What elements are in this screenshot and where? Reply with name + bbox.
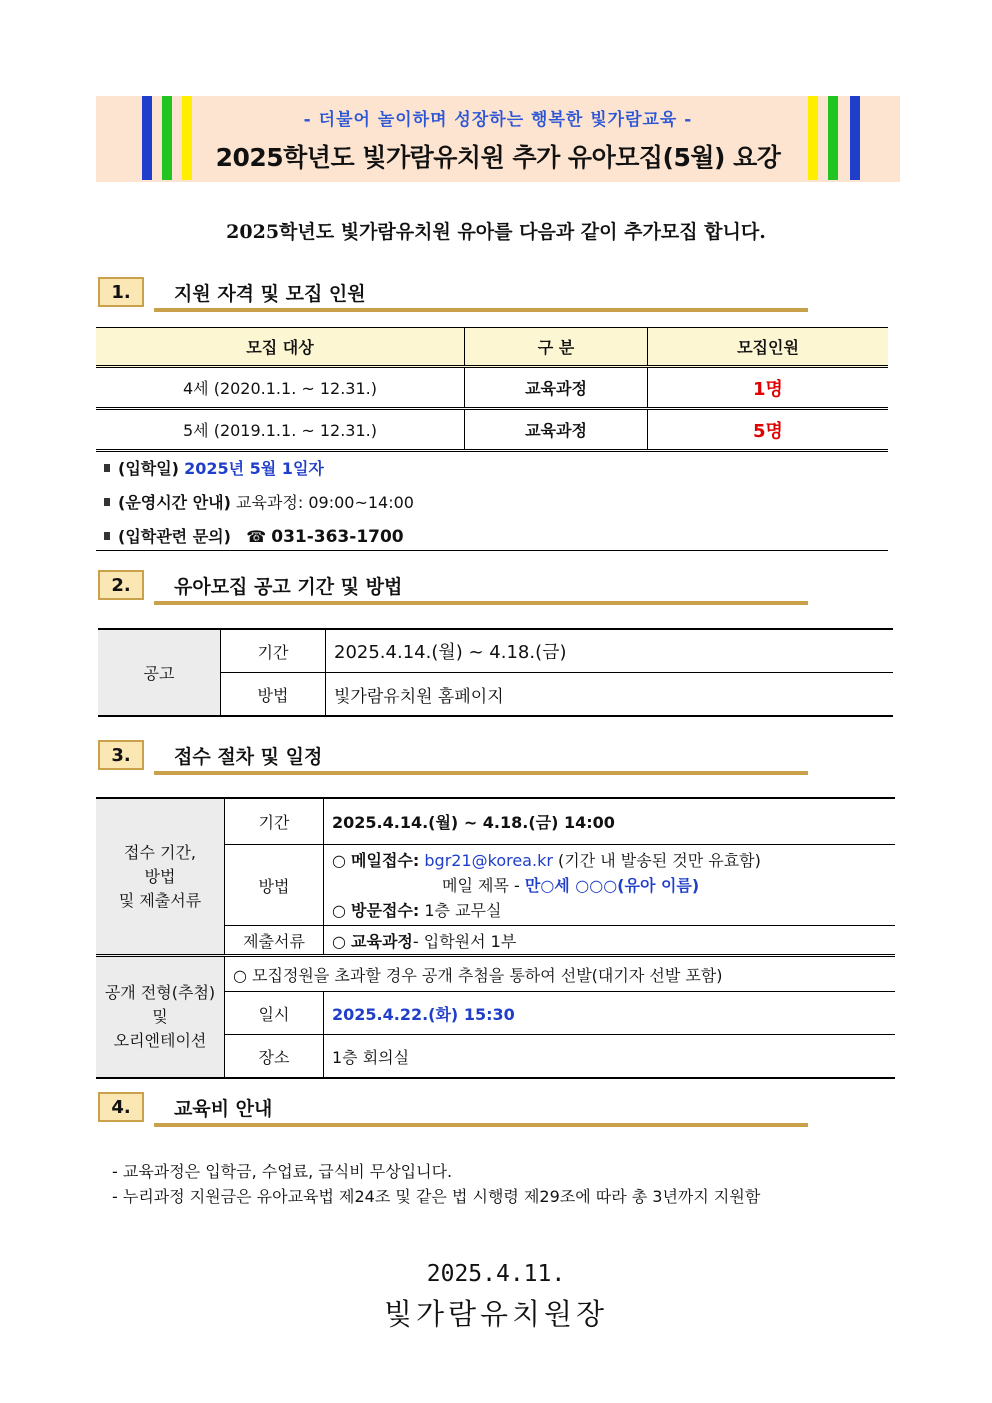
method-value	[324, 845, 896, 926]
header-cell: 모집 대상	[96, 328, 465, 367]
circle-mark: ○	[332, 931, 352, 951]
visit-label: 방문접수:	[351, 900, 420, 920]
lottery-group-cell	[96, 956, 225, 1079]
label-cell: 방법	[225, 845, 324, 926]
method-value: 빛가람유치원 홈페이지	[326, 673, 894, 717]
circle-mark: ○	[332, 850, 352, 870]
group-line: 공개 전형(추첨)	[104, 983, 216, 1002]
section-1-header	[98, 277, 808, 313]
contact-phone: 031-363-1700	[271, 527, 404, 547]
period-value: 2025.4.14.(월) ~ 4.18.(금) 14:00	[324, 798, 896, 845]
admission-label: (입학일)	[118, 459, 179, 478]
fee-note: - 누리과정 지원금은 유아교육법 제24조 및 같은 법 시행령 제29조에 따라 총 3년까지 지원함	[112, 1187, 761, 1206]
bullet-icon	[104, 532, 110, 540]
section-2-header	[98, 570, 808, 606]
admission-date-item	[104, 456, 324, 479]
notice-table	[98, 628, 893, 717]
header-cell: 모집인원	[648, 328, 889, 367]
group-line: 접수 기간,	[124, 842, 196, 862]
type-cell: 교육과정	[465, 409, 648, 451]
email-note: (기간 내 발송된 것만 유효함)	[558, 850, 761, 870]
section-title: 교육비 안내	[174, 1098, 273, 1120]
header-cell: 구 분	[465, 328, 648, 367]
section-underline	[154, 771, 808, 775]
docs-text: - 입학원서 1부	[412, 931, 517, 951]
label-cell: 제출서류	[225, 926, 324, 956]
email-line	[332, 848, 887, 873]
bullet-icon	[104, 498, 110, 506]
section-title: 접수 절차 및 일정	[174, 746, 323, 768]
issue-date: 2025.4.11.	[426, 1261, 566, 1287]
group-line: 및 제출서류	[118, 890, 202, 910]
table-row	[96, 409, 888, 451]
apply-table	[96, 797, 895, 1079]
section-3-header	[98, 740, 808, 776]
circle-mark: ○	[332, 900, 352, 920]
label-cell: 기간	[225, 798, 324, 845]
section-title: 지원 자격 및 모집 인원	[174, 283, 366, 305]
place-value: 1층 회의실	[324, 1035, 896, 1079]
section-underline	[154, 308, 808, 312]
admission-value: 2025년 5월 1일자	[184, 459, 324, 478]
email-label: 메일접수:	[351, 850, 420, 870]
signature: 빛가람유치원장	[383, 1297, 609, 1331]
label-cell: 방법	[221, 673, 326, 717]
count-cell: 1명	[648, 367, 889, 409]
header-banner	[96, 96, 900, 182]
apply-group-cell	[96, 798, 225, 956]
period-value: 2025.4.14.(월) ~ 4.18.(금)	[326, 629, 894, 673]
hours-item	[104, 490, 414, 513]
table-row	[98, 629, 893, 673]
hours-label: (운영시간 안내)	[118, 493, 231, 512]
docs-course: 교육과정	[351, 931, 413, 951]
docs-value	[324, 926, 896, 956]
intro-text: 2025학년도 빛가람유치원 유아를 다음과 같이 추가모집 합니다.	[226, 221, 766, 243]
section-underline	[154, 601, 808, 605]
page-title: 2025학년도 빛가람유치원 추가 유아모집(5월) 요강	[215, 143, 781, 172]
group-line: 방법	[144, 866, 176, 886]
hours-value: 교육과정: 09:00~14:00	[236, 493, 414, 512]
section-number: 3.	[98, 740, 144, 770]
group-cell: 공고	[98, 629, 221, 716]
target-cell: 5세 (2019.1.1. ~ 12.31.)	[96, 409, 465, 451]
phone-icon: ☎	[246, 527, 267, 546]
table-row	[96, 798, 895, 845]
section-number: 2.	[98, 570, 144, 600]
table-header-row	[96, 328, 888, 367]
target-cell: 4세 (2020.1.1. ~ 12.31.)	[96, 367, 465, 409]
bullet-icon	[104, 464, 110, 472]
count-cell: 5명	[648, 409, 889, 451]
visit-line	[332, 898, 887, 923]
email-link[interactable]: bgr21@korea.kr	[424, 850, 553, 870]
recruit-table	[96, 327, 888, 452]
visit-value: 1층 교무실	[424, 900, 502, 920]
section-number: 4.	[98, 1092, 144, 1122]
type-cell: 교육과정	[465, 367, 648, 409]
section-number: 1.	[98, 277, 144, 307]
lottery-note: ○ 모집정원을 초과할 경우 공개 추첨을 통하여 선발(대기자 선발 포함)	[225, 956, 896, 992]
group-line: 오리엔테이션	[113, 1031, 207, 1050]
fee-note: - 교육과정은 입학금, 수업료, 급식비 무상입니다.	[112, 1162, 453, 1181]
date-value: 2025.4.22.(화) 15:30	[324, 992, 896, 1035]
divider	[96, 550, 888, 551]
subject-value: 만○세 ○○○(유아 이름)	[524, 875, 700, 895]
table-row	[96, 367, 888, 409]
label-cell: 일시	[225, 992, 324, 1035]
contact-label: (입학관련 문의)	[118, 527, 231, 546]
subject-line	[332, 873, 887, 898]
contact-item	[104, 524, 404, 547]
table-row	[96, 956, 895, 992]
subject-prefix: 메일 제목 -	[442, 875, 525, 895]
group-line: 및	[152, 1007, 168, 1026]
banner-subtitle: - 더불어 놀이하며 성장하는 행복한 빛가람교육 -	[303, 110, 693, 130]
section-title: 유아모집 공고 기간 및 방법	[174, 576, 403, 598]
section-4-header	[98, 1092, 808, 1128]
section-underline	[154, 1123, 808, 1127]
label-cell: 장소	[225, 1035, 324, 1079]
label-cell: 기간	[221, 629, 326, 673]
